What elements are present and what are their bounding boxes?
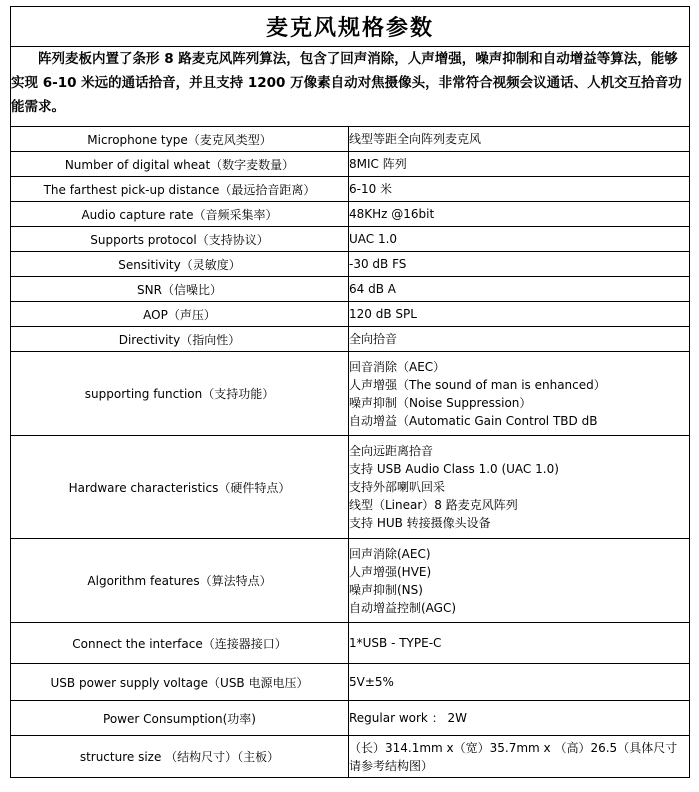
spec-key: Directivity（指向性） <box>11 327 349 352</box>
spec-key: Algorithm features（算法特点） <box>11 539 349 623</box>
spec-key: Audio capture rate（音频采集率） <box>11 202 349 227</box>
spec-value: 120 dB SPL <box>349 302 690 327</box>
spec-key: Sensitivity（灵敏度） <box>11 252 349 277</box>
spec-value: 8MIC 阵列 <box>349 152 690 177</box>
spec-key: Hardware characteristics（硬件特点） <box>11 436 349 539</box>
spec-row-aop <box>11 302 690 327</box>
spec-value: 回声消除(AEC) 人声增强(HVE) 噪声抑制(NS) 自动增益控制(AGC) <box>349 539 690 623</box>
spec-key: SNR（信噪比） <box>11 277 349 302</box>
spec-row-pickup-distance <box>11 177 690 202</box>
spec-value: 线型等距全向阵列麦克风 <box>349 127 690 152</box>
intro-paragraph: 阵列麦板内置了条形 8 路麦克风阵列算法，包含了回声消除，人声增强，噪声抑制和自动增益等算法，能够实现 6-10 米远的通话拾音，并且支持 1200 万像素自动对焦摄像头，非常符合视频会议通话、人机交互拾音功能需求。 <box>11 47 690 127</box>
spec-value: 回音消除（AEC） 人声增强（The sound of man is enhanced） 噪声抑制（Noise Suppression） 自动增益（Automatic Gain Control TBD dB <box>349 352 690 436</box>
spec-key: Microphone type（麦克风类型） <box>11 127 349 152</box>
spec-key: supporting function（支持功能） <box>11 352 349 436</box>
spec-row-supporting-function <box>11 352 690 436</box>
spec-row-directivity <box>11 327 690 352</box>
spec-row-sensitivity <box>11 252 690 277</box>
spec-sheet <box>10 6 689 778</box>
spec-key: Power Consumption(功率) <box>11 701 349 736</box>
spec-key: USB power supply voltage（USB 电源电压） <box>11 664 349 701</box>
spec-value: Regular work ： 2W <box>349 701 690 736</box>
spec-row-structure-size <box>11 736 690 778</box>
spec-key: structure size （结构尺寸）（主板） <box>11 736 349 778</box>
spec-row-microphone-type <box>11 127 690 152</box>
spec-value: （长）314.1mm x（宽）35.7mm x （高）26.5（具体尺寸请参考结构图） <box>349 736 690 778</box>
spec-row-protocol <box>11 227 690 252</box>
spec-key: AOP（声压） <box>11 302 349 327</box>
spec-row-snr <box>11 277 690 302</box>
spec-value: UAC 1.0 <box>349 227 690 252</box>
spec-row-usb-voltage <box>11 664 690 701</box>
spec-row-digital-mic-count <box>11 152 690 177</box>
spec-value: 1*USB - TYPE-C <box>349 623 690 664</box>
spec-value: 6-10 米 <box>349 177 690 202</box>
spec-value: 64 dB A <box>349 277 690 302</box>
spec-value: 全向远距离拾音 支持 USB Audio Class 1.0 (UAC 1.0) 支持外部喇叭回采 线型（Linear）8 路麦克风阵列 支持 HUB 转接摄像头设备 <box>349 436 690 539</box>
spec-key: Number of digital wheat（数字麦数量） <box>11 152 349 177</box>
spec-row-algorithm-features <box>11 539 690 623</box>
intro-row <box>11 47 690 127</box>
spec-key: The farthest pick-up distance（最远拾音距离） <box>11 177 349 202</box>
spec-table <box>10 6 690 778</box>
title-row <box>11 7 690 47</box>
document-title: 麦克风规格参数 <box>11 7 690 47</box>
spec-row-power-consumption <box>11 701 690 736</box>
spec-row-hardware-characteristics <box>11 436 690 539</box>
spec-key: Supports protocol（支持协议） <box>11 227 349 252</box>
spec-value: 全向拾音 <box>349 327 690 352</box>
spec-value: 48KHz @16bit <box>349 202 690 227</box>
spec-row-audio-capture-rate <box>11 202 690 227</box>
spec-row-connector <box>11 623 690 664</box>
spec-value: 5V±5% <box>349 664 690 701</box>
spec-value: -30 dB FS <box>349 252 690 277</box>
spec-key: Connect the interface（连接器接口） <box>11 623 349 664</box>
